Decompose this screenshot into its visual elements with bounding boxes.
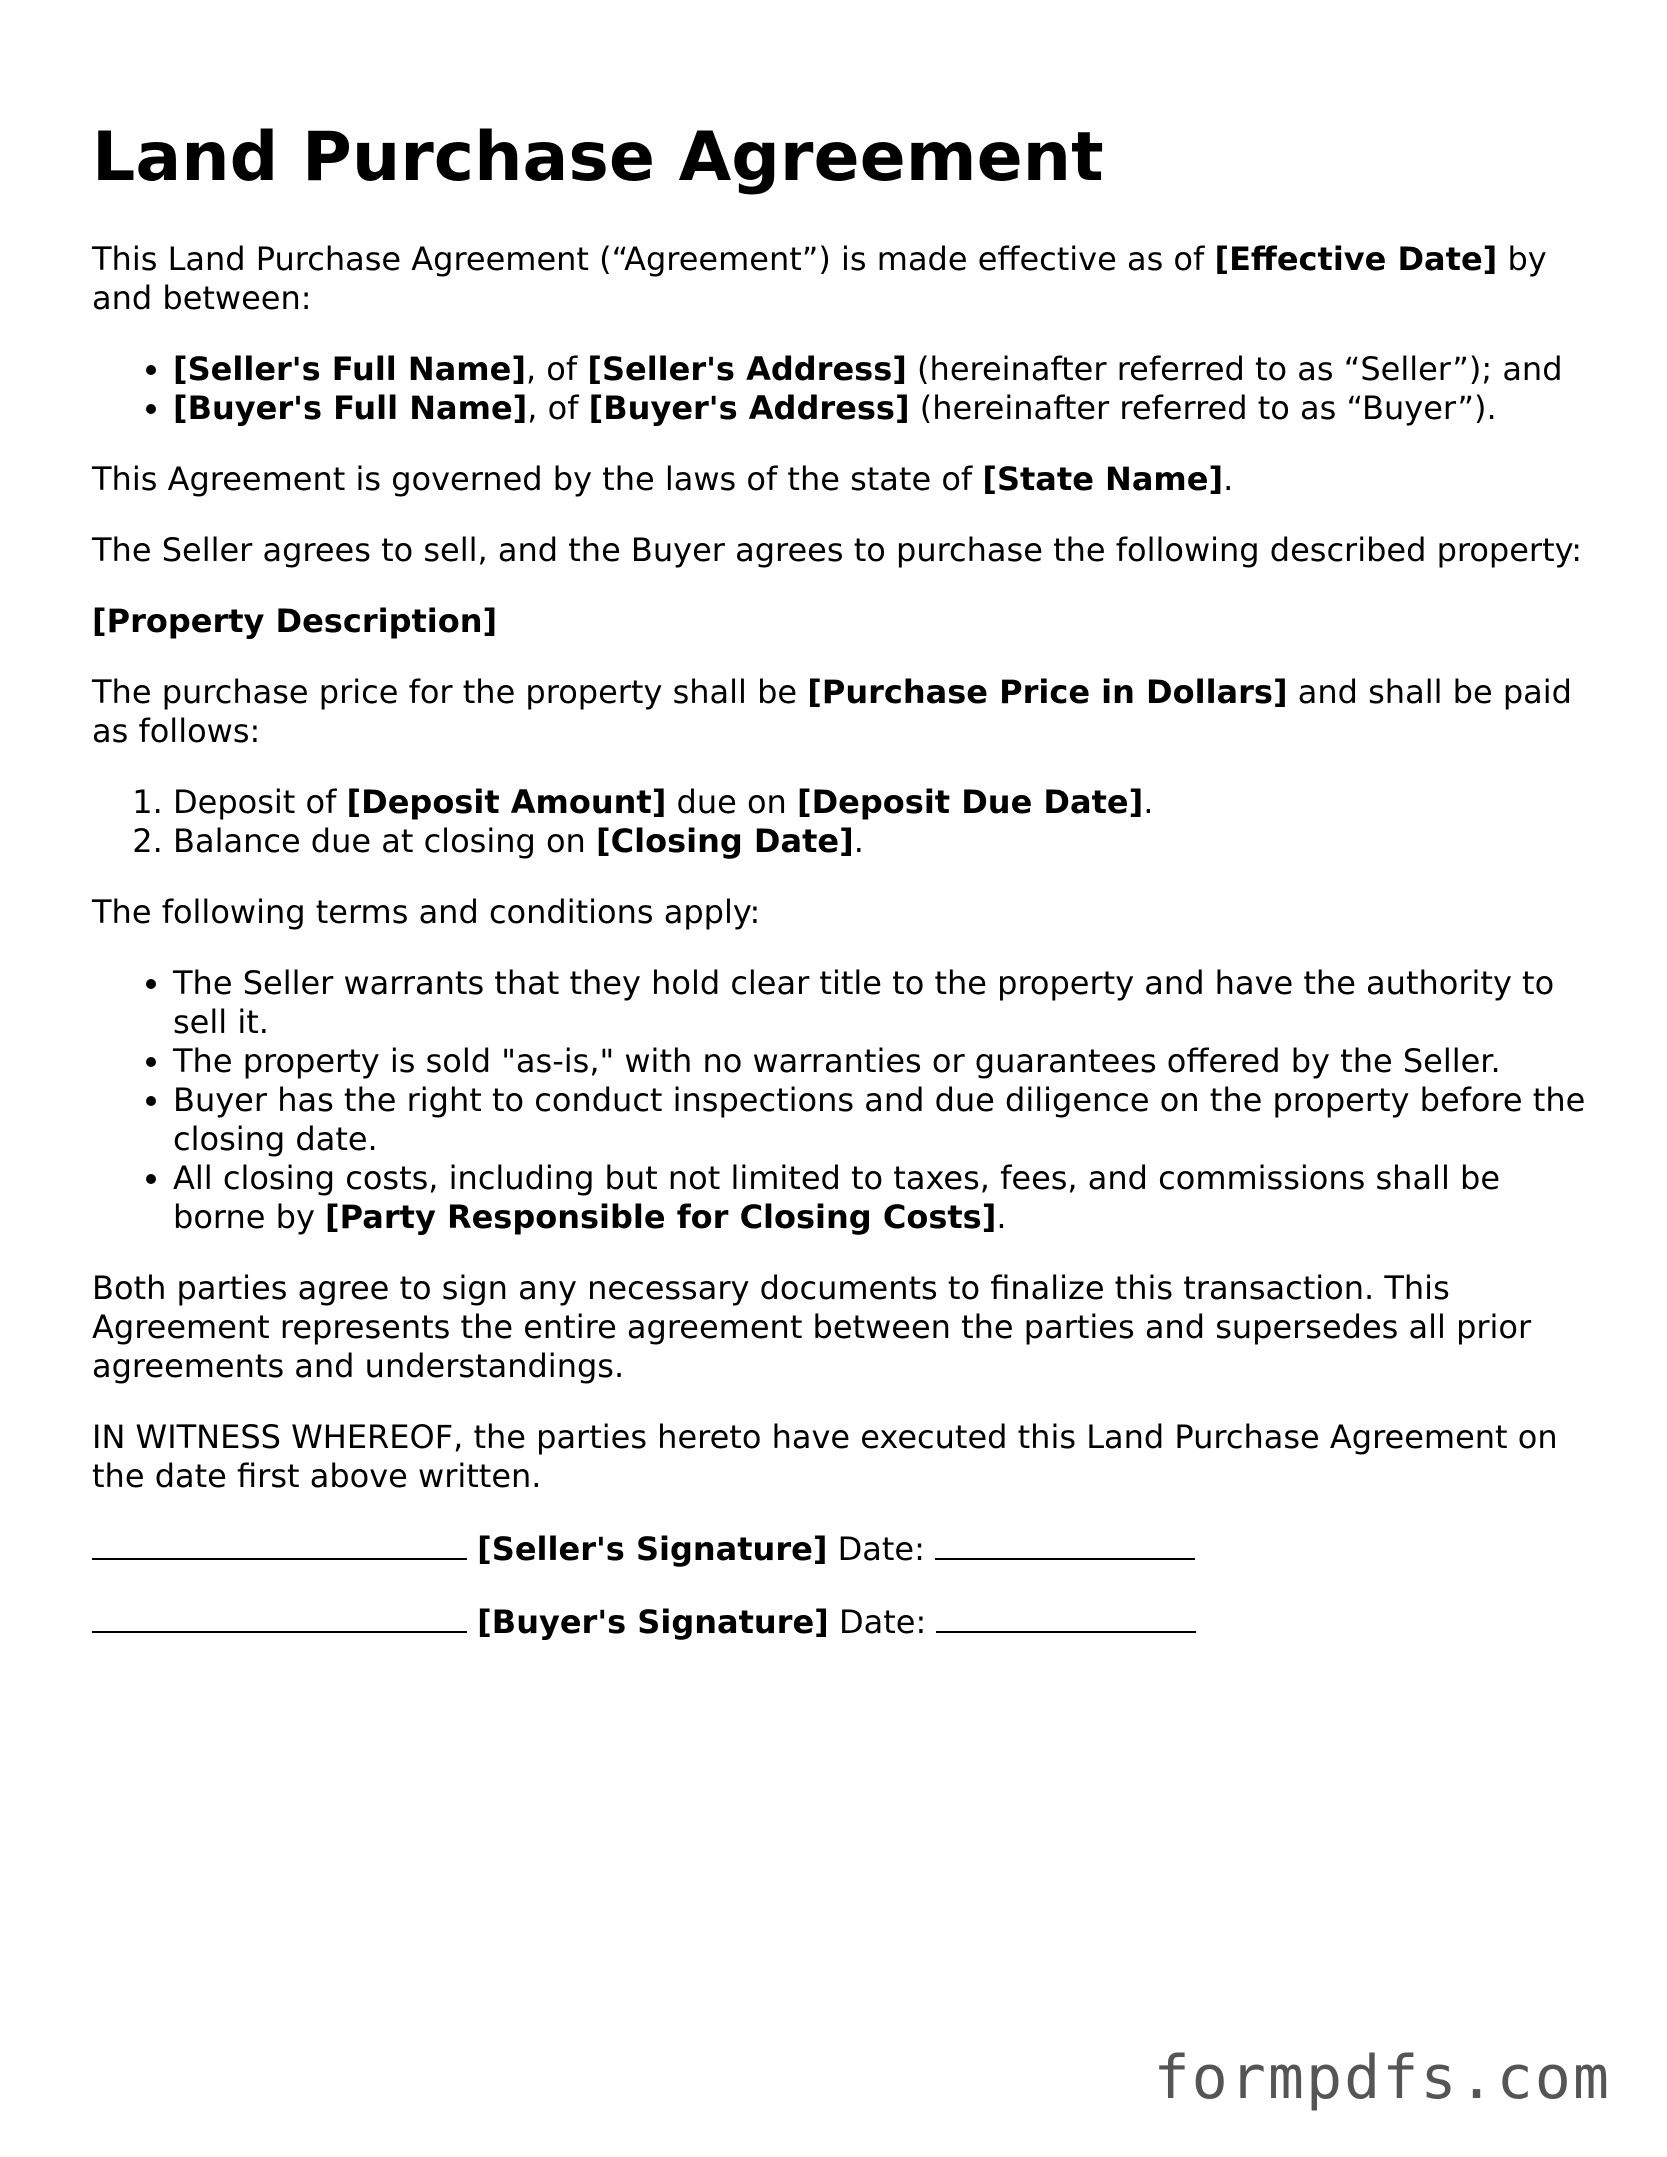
intro-paragraph (92, 240, 1592, 318)
document-title: Land Purchase Agreement (92, 118, 1104, 197)
witness-paragraph: IN WITNESS WHEREOF, the parties hereto have executed this Land Purchase Agreement on the date first above written. (92, 1418, 1558, 1495)
governing-end: . (1223, 460, 1234, 498)
intro-text: This Land Purchase Agreement (“Agreement”) is made effective as of (92, 240, 1215, 278)
party-separator: , of (525, 350, 588, 388)
watermark-text: formpdfs.com (1153, 2043, 1611, 2113)
party-separator: , of (527, 389, 589, 427)
party-buyer (173, 389, 1592, 428)
seller-signature-line (92, 1528, 1592, 1569)
buyer-address-placeholder: [Buyer's Address] (588, 389, 910, 427)
buyer-suffix: (hereinafter referred to as “Buyer”). (909, 389, 1497, 427)
party-seller (173, 350, 1592, 389)
seller-address-placeholder: [Seller's Address] (587, 350, 907, 388)
buyer-name-placeholder: [Buyer's Full Name] (173, 389, 528, 427)
seller-signature-blank[interactable] (92, 1528, 467, 1560)
price-text: The purchase price for the property shall be (92, 673, 808, 711)
closing-date-placeholder: [Closing Date] (596, 822, 854, 860)
buyer-date-blank[interactable] (936, 1601, 1196, 1633)
price-text-after: and shall be paid as follows: (92, 673, 1572, 750)
payment-text: . (853, 822, 864, 860)
term-item: • The property is sold "as-is," with no warranties or guarantees offered by the Seller. (173, 1042, 1592, 1081)
closing-costs-end: . (996, 1198, 1007, 1236)
payment-text: Balance due at closing on (173, 822, 596, 860)
payment-item-deposit (173, 783, 1592, 822)
intro-text-after: by and between: (92, 240, 1547, 317)
purchase-price-placeholder: [Purchase Price in Dollars] (807, 673, 1288, 711)
terms-list (92, 964, 1592, 1237)
effective-date-placeholder: [Effective Date] (1214, 240, 1498, 278)
term-item: • The Seller warrants that they hold clear title to the property and have the authority to sell it. (173, 964, 1592, 1042)
buyer-signature-label: [Buyer's Signature] (477, 1603, 829, 1641)
payment-text: Deposit of (173, 783, 347, 821)
buyer-signature-line (92, 1601, 1592, 1642)
payment-text: . (1143, 783, 1154, 821)
term-item-closing-costs (173, 1159, 1592, 1237)
term-item: • Buyer has the right to conduct inspections and due diligence on the property before the closing date. (173, 1081, 1592, 1159)
seller-signature-label: [Seller's Signature] (477, 1530, 828, 1568)
seller-date-label: Date: (837, 1530, 925, 1568)
payment-text: due on (666, 783, 797, 821)
document-page (92, 118, 1592, 1674)
seller-date-blank[interactable] (935, 1528, 1195, 1560)
property-intro-paragraph: The Seller agrees to sell, and the Buyer agrees to purchase the following described property: (92, 531, 1583, 569)
parties-list (92, 350, 1592, 428)
property-description-placeholder: [Property Description] (92, 602, 498, 640)
payment-schedule-list (92, 783, 1592, 861)
terms-intro-paragraph: The following terms and conditions apply: (92, 893, 761, 931)
seller-name-placeholder: [Seller's Full Name] (173, 350, 526, 388)
closing-costs-text: All closing costs, including but not limited to taxes, fees, and commissions shall be borne by (173, 1159, 1500, 1236)
closing-costs-party-placeholder: [Party Responsible for Closing Costs] (325, 1198, 997, 1236)
state-name-placeholder: [State Name] (982, 460, 1224, 498)
governing-law-paragraph (92, 460, 1592, 499)
buyer-date-label: Date: (838, 1603, 927, 1641)
entire-agreement-paragraph: Both parties agree to sign any necessary documents to finalize this transaction. This Agreement represents the entire agreement between the parties and supersedes all prior agreements and understandings. (92, 1269, 1532, 1385)
governing-text: This Agreement is governed by the laws of the state of (92, 460, 983, 498)
deposit-amount-placeholder: [Deposit Amount] (346, 783, 667, 821)
payment-item-balance (173, 822, 1592, 861)
buyer-signature-blank[interactable] (92, 1601, 467, 1633)
deposit-due-date-placeholder: [Deposit Due Date] (796, 783, 1144, 821)
purchase-price-paragraph (92, 673, 1592, 751)
seller-suffix: (hereinafter referred to as “Seller”); and (906, 350, 1563, 388)
